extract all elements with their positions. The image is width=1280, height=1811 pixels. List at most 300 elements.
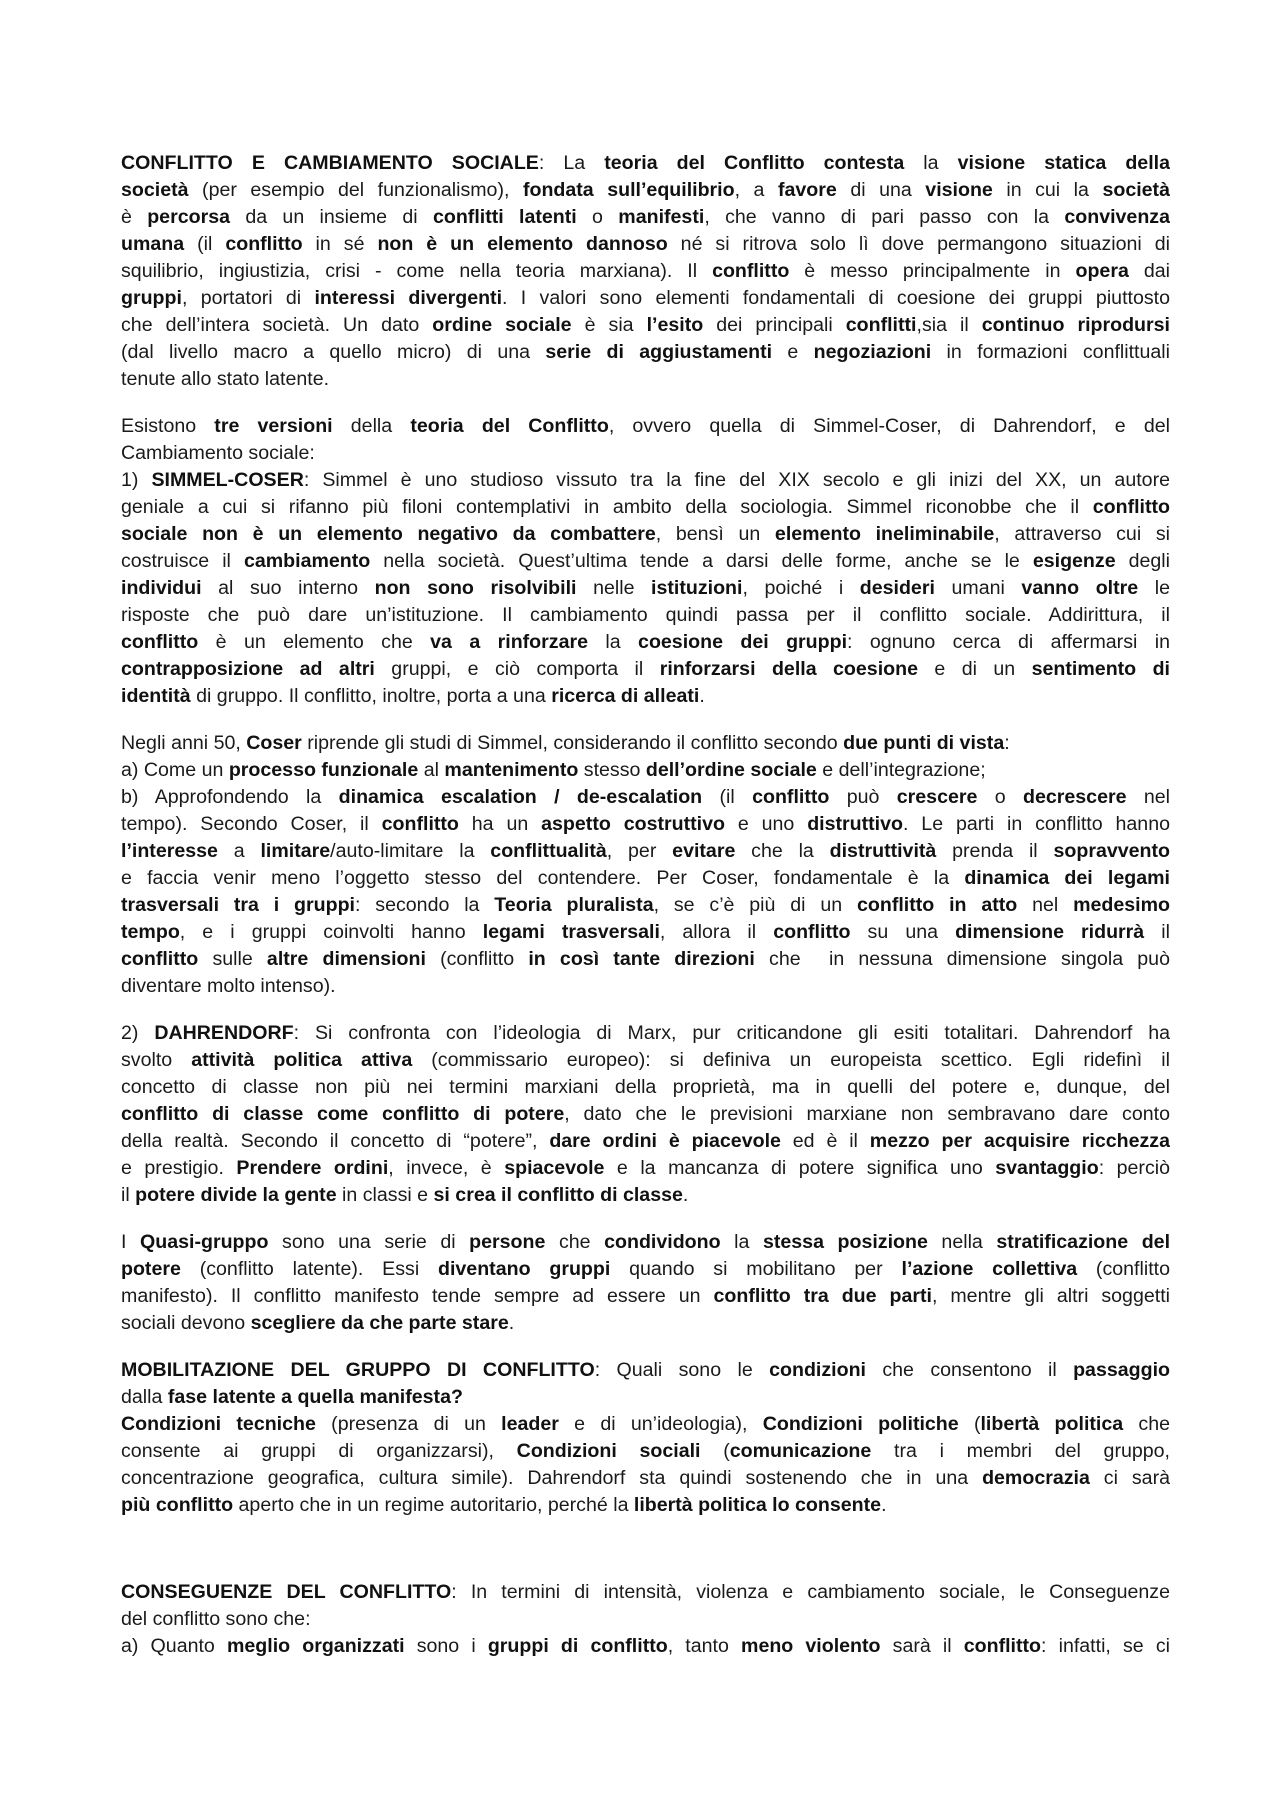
text-line — [121, 865, 1170, 892]
text-run: a) Come un — [121, 759, 229, 781]
bold-phrase: diventano gruppi — [438, 1258, 611, 1280]
bold-phrase: fase latente a quella manifesta? — [167, 1386, 463, 1408]
bold-phrase: manifesti — [618, 206, 705, 228]
text-run: del conflitto sono che: — [121, 1608, 311, 1630]
text-line — [121, 177, 1170, 204]
bold-phrase: interessi divergenti — [314, 287, 503, 309]
text-run: concetto di classe non più nei termini marxiani della proprietà, ma in quelli del potere e, dunque, del — [121, 1076, 1170, 1098]
bold-phrase: gruppi — [121, 287, 182, 309]
text-run: ( — [700, 1440, 730, 1462]
bold-phrase: vanno oltre — [1021, 577, 1139, 599]
text-run: . — [682, 1184, 689, 1206]
bold-phrase: gruppi di conflitto — [487, 1635, 668, 1657]
bold-phrase: in così tante direzioni — [528, 948, 755, 970]
text-run: e dell’integrazione; — [816, 759, 986, 781]
bold-phrase: si crea il conflitto di classe — [433, 1184, 683, 1206]
text-run: manifesto). Il conflitto manifesto tende sempre ad essere un — [121, 1285, 714, 1307]
text-run: b) Approfondendo la — [121, 786, 339, 808]
bold-phrase: comunicazione — [729, 1440, 872, 1462]
bold-phrase: l’interesse — [121, 840, 218, 862]
text-run: degli — [1115, 550, 1170, 572]
bold-phrase: conflitto — [381, 813, 459, 835]
text-line — [121, 1438, 1170, 1465]
bold-phrase: visione statica della — [957, 152, 1170, 174]
bold-phrase: condizioni — [769, 1359, 866, 1381]
text-run: che la — [735, 840, 830, 862]
text-run: sarà il — [880, 1635, 964, 1657]
text-run: al — [418, 759, 445, 781]
bold-phrase: serie di aggiustamenti — [545, 341, 773, 363]
text-run: ( — [958, 1413, 981, 1435]
bold-phrase: conflitto in atto — [857, 894, 1018, 916]
text-line — [121, 1101, 1170, 1128]
text-run: : ognuno cerca di affermarsi in — [847, 631, 1170, 653]
text-run: , poiché i — [742, 577, 860, 599]
text-run: gruppi, e ciò comporta il — [374, 658, 660, 680]
bold-phrase: non è un elemento dannoso — [377, 233, 668, 255]
text-run: sociali devono — [121, 1312, 251, 1334]
text-run: a — [217, 840, 261, 862]
text-run: della realtà. Secondo il concetto di “potere”, — [121, 1130, 550, 1152]
bold-phrase: conflitto — [773, 921, 851, 943]
section-spacer — [121, 1539, 1170, 1579]
text-run: geniale a cui si rifanno più filoni contemplativi in ambito della sociologia. Simmel riconobbe che il — [121, 496, 1093, 518]
text-run: e la mancanza di potere significa uno — [604, 1157, 996, 1179]
text-line — [121, 1128, 1170, 1155]
bold-phrase: umana — [121, 233, 185, 255]
bold-phrase: tempo — [121, 921, 180, 943]
text-line — [121, 1411, 1170, 1438]
text-line — [121, 150, 1170, 177]
text-run: è sia — [571, 314, 647, 336]
bold-phrase: favore — [777, 179, 837, 201]
text-run: ha un — [458, 813, 542, 835]
text-run: e — [772, 341, 814, 363]
bold-phrase: non sono risolvibili — [374, 577, 577, 599]
bold-phrase: esigenze — [1032, 550, 1116, 572]
text-line — [121, 231, 1170, 258]
text-run: : In termini di intensità, violenza e cambiamento sociale, le Conseguenze — [451, 1581, 1170, 1603]
text-line — [121, 467, 1170, 494]
bold-phrase: conflitto — [225, 233, 303, 255]
text-run: . — [508, 1312, 515, 1334]
text-run: quando si mobilitano per — [610, 1258, 902, 1280]
text-run: né si ritrova solo lì dove permangono situazioni di — [667, 233, 1170, 255]
bold-phrase: stessa posizione — [762, 1231, 928, 1253]
text-run: prenda il — [936, 840, 1054, 862]
bold-phrase: mantenimento — [444, 759, 579, 781]
para-mobilitazione — [121, 1357, 1170, 1519]
text-run: (il — [702, 786, 753, 808]
bold-phrase: libertà politica lo consente — [633, 1494, 882, 1516]
text-run: in cui la — [992, 179, 1103, 201]
bold-phrase: CONFLITTO E CAMBIAMENTO SOCIALE — [121, 152, 539, 174]
bold-phrase: negoziazioni — [813, 341, 932, 363]
bold-phrase: Condizioni sociali — [516, 1440, 701, 1462]
text-line — [121, 973, 1170, 1000]
text-run: risposte che può dare un’istituzione. Il cambiamento quindi passa per il conflitto sociale. Addirittura, il — [121, 604, 1170, 626]
text-run: , a — [734, 179, 778, 201]
bold-phrase: teoria del Conflitto — [410, 415, 609, 437]
text-line — [121, 1606, 1170, 1633]
text-run: che dell’intera società. Un dato — [121, 314, 433, 336]
text-run: , che vanno di pari passo con la — [704, 206, 1065, 228]
text-run: 1) — [121, 469, 152, 491]
bold-phrase: conflitto — [963, 1635, 1042, 1657]
text-run: . Le parti in conflitto hanno — [902, 813, 1170, 835]
text-line — [121, 602, 1170, 629]
bold-phrase: elemento ineliminabile — [774, 523, 995, 545]
text-run: : perciò — [1098, 1157, 1170, 1179]
text-run: tempo). Secondo Coser, il — [121, 813, 382, 835]
bold-phrase: scegliere da che parte stare — [250, 1312, 509, 1334]
text-run: 2) — [121, 1022, 155, 1044]
bold-phrase: conflitti — [845, 314, 917, 336]
text-line — [121, 1465, 1170, 1492]
bold-phrase: medesimo — [1073, 894, 1170, 916]
text-line — [121, 892, 1170, 919]
bold-phrase: trasversali tra i gruppi — [121, 894, 355, 916]
text-run: che — [545, 1231, 605, 1253]
text-run: : Quali sono le — [594, 1359, 770, 1381]
bold-phrase: Prendere ordini — [236, 1157, 389, 1179]
bold-phrase: Teoria pluralista — [494, 894, 654, 916]
text-run: o — [977, 786, 1023, 808]
text-run: dalla — [121, 1386, 168, 1408]
text-run: , dato che le previsioni marxiane non sembravano dare conto — [564, 1103, 1170, 1125]
bold-phrase: conflitto — [121, 631, 199, 653]
para-tre-versioni — [121, 413, 1170, 710]
bold-phrase: potere — [121, 1258, 181, 1280]
text-run: consente ai gruppi di organizzarsi), — [121, 1440, 517, 1462]
bold-phrase: attività politica attiva — [191, 1049, 413, 1071]
text-line — [121, 1492, 1170, 1519]
text-line — [121, 1020, 1170, 1047]
bold-phrase: decrescere — [1023, 786, 1127, 808]
text-run: la — [588, 631, 639, 653]
text-line — [121, 811, 1170, 838]
text-run: a) Quanto — [121, 1635, 227, 1657]
bold-phrase: società — [121, 179, 189, 201]
text-run: il — [1144, 921, 1170, 943]
text-line — [121, 440, 1170, 467]
bold-phrase: svantaggio — [995, 1157, 1099, 1179]
text-run: è messo principalmente in — [789, 260, 1076, 282]
text-line — [121, 784, 1170, 811]
text-run: e uno — [724, 813, 808, 835]
text-line — [121, 1256, 1170, 1283]
bold-phrase: rinforzarsi della coesione — [659, 658, 918, 680]
bold-phrase: continuo riprodursi — [981, 314, 1170, 336]
text-run: la — [720, 1231, 763, 1253]
text-line — [121, 629, 1170, 656]
bold-phrase: identità — [121, 685, 191, 707]
text-line — [121, 1310, 1170, 1337]
text-run: Esistono — [121, 415, 215, 437]
text-run: svolto — [121, 1049, 192, 1071]
text-line — [121, 1579, 1170, 1606]
bold-phrase: meglio organizzati — [226, 1635, 405, 1657]
bold-phrase: percorsa — [147, 206, 230, 228]
bold-phrase: CONSEGUENZE DEL CONFLITTO — [121, 1581, 452, 1603]
bold-phrase: Condizioni tecniche — [121, 1413, 316, 1435]
bold-phrase: limitare — [260, 840, 331, 862]
text-line — [121, 521, 1170, 548]
bold-phrase: conflitto — [752, 786, 830, 808]
bold-phrase: leader — [501, 1413, 559, 1435]
bold-phrase: ricerca di alleati — [551, 685, 700, 707]
text-run: nelle — [576, 577, 652, 599]
text-run: : — [1004, 732, 1010, 754]
para-conflitto-cambiamento — [121, 150, 1170, 393]
bold-phrase: Coser — [246, 732, 302, 754]
text-run: , bensì un — [655, 523, 775, 545]
text-run: (il — [184, 233, 226, 255]
para-conseguenze — [121, 1579, 1170, 1660]
bold-phrase: istituzioni — [651, 577, 743, 599]
text-run: ci sarà — [1089, 1467, 1170, 1489]
text-run: e di un’ideologia), — [558, 1413, 763, 1435]
text-run: , e i gruppi coinvolti hanno — [179, 921, 483, 943]
bold-phrase: conflitto — [1092, 496, 1170, 518]
text-run: squilibrio, ingiustizia, crisi - come nella teoria marxiana). Il — [121, 260, 713, 282]
text-line — [121, 683, 1170, 710]
text-run: (dal livello macro a quello micro) di una — [121, 341, 546, 363]
bold-phrase: dinamica escalation / de-escalation — [338, 786, 703, 808]
text-line — [121, 1357, 1170, 1384]
text-run: sono i — [404, 1635, 488, 1657]
text-run: la — [904, 152, 958, 174]
text-run: tra i membri del gruppo, — [871, 1440, 1170, 1462]
text-line — [121, 919, 1170, 946]
text-run: dai — [1128, 260, 1170, 282]
text-run: concentrazione geografica, cultura simile). Dahrendorf sta quindi sostenendo che in una — [121, 1467, 983, 1489]
text-line — [121, 1074, 1170, 1101]
bold-phrase: va a rinforzare — [430, 631, 588, 653]
text-run: nel — [1126, 786, 1170, 808]
text-run: : secondo la — [355, 894, 495, 916]
text-run: . I valori sono elementi fondamentali di coesione dei gruppi piuttosto — [502, 287, 1170, 309]
bold-phrase: libertà politica — [980, 1413, 1124, 1435]
bold-phrase: stratificazione del — [996, 1231, 1170, 1253]
bold-phrase: SIMMEL-COSER — [151, 469, 304, 491]
bold-phrase: conflitto di classe come conflitto di potere — [121, 1103, 565, 1125]
bold-phrase: l’esito — [646, 314, 704, 336]
text-run: stesso — [578, 759, 646, 781]
bold-phrase: società — [1102, 179, 1170, 201]
text-run: I — [121, 1231, 141, 1253]
text-run: è — [121, 206, 148, 228]
bold-phrase: teoria del Conflitto contesta — [604, 152, 905, 174]
bold-phrase: dimensione ridurrà — [955, 921, 1145, 943]
bold-phrase: due punti di vista — [843, 732, 1005, 754]
bold-phrase: ordine sociale — [432, 314, 572, 336]
text-run: riprende gli studi di Simmel, considerando il conflitto secondo — [301, 732, 844, 754]
text-run: e di un — [917, 658, 1032, 680]
bold-phrase: convivenza — [1064, 206, 1170, 228]
text-run: , ovvero quella di Simmel-Coser, di Dahrendorf, e del — [608, 415, 1170, 437]
text-run: : La — [538, 152, 605, 174]
para-coser — [121, 730, 1170, 1000]
bold-phrase: passaggio — [1073, 1359, 1170, 1381]
text-run: da un insieme di — [230, 206, 433, 228]
bold-phrase: processo funzionale — [228, 759, 419, 781]
text-run: su una — [850, 921, 956, 943]
bold-phrase: conflitto — [712, 260, 790, 282]
text-run: , invece, è — [388, 1157, 505, 1179]
bold-phrase: l’azione collettiva — [901, 1258, 1078, 1280]
text-line — [121, 730, 1170, 757]
text-line — [121, 312, 1170, 339]
text-line — [121, 1229, 1170, 1256]
text-run: (conflitto latente). Essi — [180, 1258, 438, 1280]
text-run: , se c’è più di un — [653, 894, 857, 916]
text-run: nella società. Quest’ultima tende a darsi delle forme, anche se le — [370, 550, 1033, 572]
text-run: di gruppo. Il conflitto, inoltre, porta a una — [190, 685, 552, 707]
text-run: Negli anni 50, — [121, 732, 247, 754]
text-run: ed è il — [780, 1130, 870, 1152]
bold-phrase: mezzo per acquisire ricchezza — [869, 1130, 1170, 1152]
text-run: e prestigio. — [121, 1157, 237, 1179]
text-run: sono una serie di — [268, 1231, 470, 1253]
text-line — [121, 258, 1170, 285]
text-run: , portatori di — [181, 287, 315, 309]
text-run: nella — [927, 1231, 997, 1253]
bold-phrase: individui — [121, 577, 202, 599]
bold-phrase: democrazia — [982, 1467, 1090, 1489]
text-line — [121, 757, 1170, 784]
bold-phrase: più conflitto — [121, 1494, 234, 1516]
text-run: le — [1138, 577, 1170, 599]
text-run: al suo interno — [201, 577, 375, 599]
text-run: in classi e — [336, 1184, 434, 1206]
bold-phrase: legami trasversali — [482, 921, 660, 943]
text-run: che in nessuna dimensione singola può — [754, 948, 1170, 970]
text-run: (commissario europeo): si definiva un europeista scettico. Egli ridefinì il — [412, 1049, 1170, 1071]
bold-phrase: meno violento — [741, 1635, 881, 1657]
bold-phrase: altre dimensioni — [266, 948, 426, 970]
text-run: (presenza di un — [315, 1413, 502, 1435]
text-run: di una — [836, 179, 926, 201]
bold-phrase: evitare — [672, 840, 736, 862]
bold-phrase: fondata sull’equilibrio — [522, 179, 735, 201]
text-run: che — [1123, 1413, 1170, 1435]
text-run: , attraverso cui si — [994, 523, 1170, 545]
bold-phrase: tre versioni — [214, 415, 333, 437]
text-line — [121, 339, 1170, 366]
text-line — [121, 204, 1170, 231]
text-run: in formazioni conflittuali — [931, 341, 1170, 363]
bold-phrase: aspetto costruttivo — [541, 813, 725, 835]
bold-phrase: DAHRENDORF — [154, 1022, 294, 1044]
bold-phrase: contrapposizione ad altri — [121, 658, 375, 680]
text-run: aperto che in un regime autoritario, perché la — [233, 1494, 634, 1516]
bold-phrase: potere divide la gente — [135, 1184, 337, 1206]
text-line — [121, 494, 1170, 521]
bold-phrase: desideri — [859, 577, 935, 599]
text-line — [121, 285, 1170, 312]
text-run: : Simmel è uno studioso vissuto tra la fine del XIX secolo e gli inizi del XX, un autore — [303, 469, 1170, 491]
text-run: nel — [1017, 894, 1074, 916]
text-run: il — [121, 1184, 136, 1206]
text-run: Cambiamento sociale: — [121, 442, 315, 464]
text-run: (conflitto — [1077, 1258, 1170, 1280]
bold-phrase: distruttivo — [807, 813, 903, 835]
bold-phrase: Condizioni politiche — [762, 1413, 959, 1435]
text-run: costruisce il — [121, 550, 244, 572]
text-run: o — [576, 206, 619, 228]
bold-phrase: condividono — [604, 1231, 721, 1253]
text-run: : Si confronta con l’ideologia di Marx, pur criticandone gli esiti totalitari. Dahrendorf ha — [293, 1022, 1170, 1044]
bold-phrase: conflittualità — [490, 840, 607, 862]
bold-phrase: sentimento di — [1031, 658, 1170, 680]
bold-phrase: dell’ordine sociale — [645, 759, 817, 781]
bold-phrase: sopravvento — [1053, 840, 1170, 862]
bold-phrase: MOBILITAZIONE DEL GRUPPO DI CONFLITTO — [121, 1359, 595, 1381]
bold-phrase: spiacevole — [504, 1157, 605, 1179]
bold-phrase: conflitto — [121, 948, 199, 970]
text-run: (per esempio del funzionalismo), — [188, 179, 523, 201]
text-run: dei principali — [703, 314, 846, 336]
bold-phrase: crescere — [896, 786, 978, 808]
bold-phrase: distruttività — [829, 840, 937, 862]
bold-phrase: visione — [925, 179, 993, 201]
text-line — [121, 1182, 1170, 1209]
bold-phrase: persone — [469, 1231, 546, 1253]
text-line — [121, 1047, 1170, 1074]
bold-phrase: Quasi-gruppo — [140, 1231, 269, 1253]
text-line — [121, 1155, 1170, 1182]
text-run: . — [881, 1494, 887, 1516]
text-line — [121, 1633, 1170, 1660]
bold-phrase: dinamica dei legami — [964, 867, 1170, 889]
bold-phrase: conflitto tra due parti — [713, 1285, 932, 1307]
text-line — [121, 366, 1170, 393]
text-run: che consentono il — [865, 1359, 1074, 1381]
text-line — [121, 575, 1170, 602]
para-quasi-gruppo — [121, 1229, 1170, 1337]
text-run: (conflitto — [425, 948, 529, 970]
text-run: . — [699, 685, 705, 707]
bold-phrase: coesione dei gruppi — [638, 631, 848, 653]
text-run: della — [332, 415, 411, 437]
text-run: e faccia venir meno l’oggetto stesso del contendere. Per Coser, fondamentale è la — [121, 867, 965, 889]
text-line — [121, 946, 1170, 973]
text-line — [121, 1283, 1170, 1310]
text-line — [121, 656, 1170, 683]
bold-phrase: opera — [1075, 260, 1129, 282]
text-run: , mentre gli altri soggetti — [931, 1285, 1170, 1307]
text-run: , per — [606, 840, 673, 862]
para-dahrendorf — [121, 1020, 1170, 1209]
text-run: , allora il — [659, 921, 774, 943]
text-run: /auto-limitare la — [330, 840, 491, 862]
text-run: tenute allo stato latente. — [121, 368, 330, 390]
text-run: in sé — [302, 233, 378, 255]
text-run: diventare molto intenso). — [121, 975, 336, 997]
bold-phrase: conflitti latenti — [432, 206, 577, 228]
text-run: sulle — [198, 948, 267, 970]
bold-phrase: cambiamento — [243, 550, 371, 572]
text-run: : infatti, se ci — [1041, 1635, 1170, 1657]
text-line — [121, 838, 1170, 865]
text-run: umani — [934, 577, 1022, 599]
text-line — [121, 548, 1170, 575]
text-line — [121, 413, 1170, 440]
bold-phrase: sociale non è un elemento negativo da combattere — [121, 523, 656, 545]
text-run: può — [829, 786, 897, 808]
text-run: , tanto — [667, 1635, 742, 1657]
